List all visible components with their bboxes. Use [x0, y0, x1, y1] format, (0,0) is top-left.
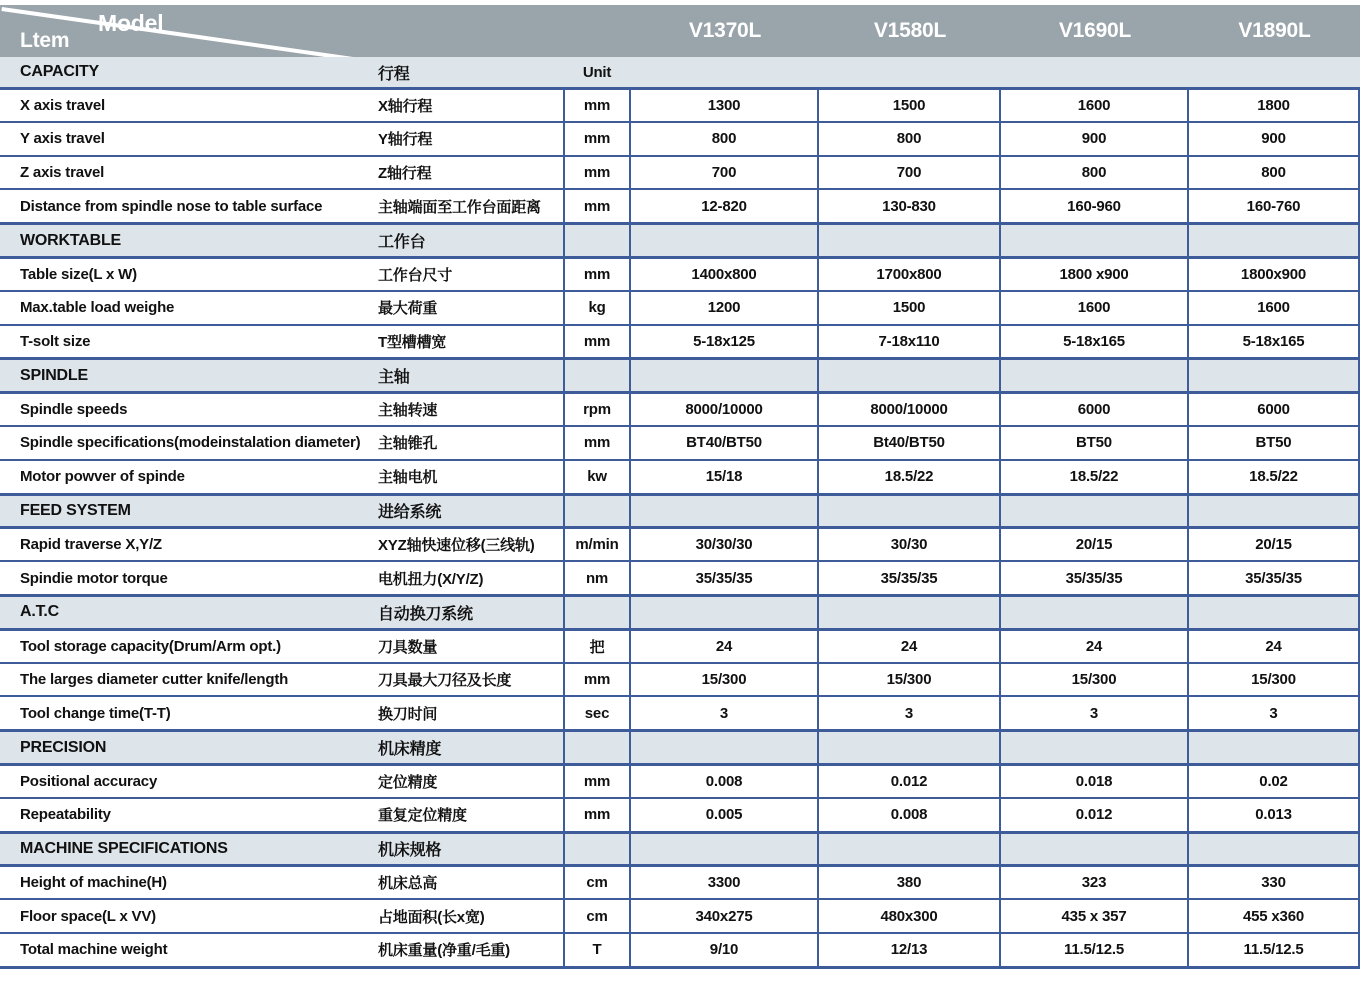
value-cell: 5-18x165	[1189, 326, 1360, 358]
spec-item-cn: 主轴转速	[378, 402, 438, 420]
value-cell: 3	[1189, 697, 1360, 729]
spec-item-en: Max.table load weighe	[20, 299, 175, 317]
header-item-label: Ltem	[20, 29, 70, 52]
spec-item-cell	[0, 326, 563, 358]
value-cell: 800	[1001, 157, 1189, 189]
spec-row	[0, 324, 1360, 358]
section-title-en: A.T.C	[20, 603, 60, 621]
spec-table	[0, 5, 1360, 969]
section-empty-cell	[819, 57, 1001, 87]
spec-item-en: The larges diameter cutter knife/length	[20, 670, 289, 688]
spec-item-cn: 电机扭力(X/Y/Z)	[378, 570, 484, 588]
unit-cell: mm	[563, 427, 631, 459]
unit-cell: kg	[563, 292, 631, 324]
spec-item-cell	[0, 631, 563, 662]
unit-cell: mm	[563, 123, 631, 155]
value-cell: 700	[631, 157, 819, 189]
value-cell: 5-18x125	[631, 326, 819, 358]
section-empty-cell	[631, 360, 819, 391]
unit-cell: mm	[563, 766, 631, 797]
spec-item-en: X axis travel	[20, 96, 105, 114]
section-title-en: PRECISION	[20, 738, 107, 756]
spec-item-cn: 刀具数量	[378, 638, 438, 656]
section-empty-cell	[1189, 57, 1360, 87]
value-cell: 18.5/22	[1189, 461, 1360, 493]
value-cell: 20/15	[1001, 529, 1189, 560]
spec-item-en: Tool storage capacity(Drum/Arm opt.)	[20, 637, 281, 655]
value-cell: 0.018	[1001, 766, 1189, 797]
value-cell: 20/15	[1189, 529, 1360, 560]
value-cell: 480x300	[819, 900, 1001, 932]
model-column-header: V1580L	[873, 19, 947, 42]
spec-item-cn: 占地面积(长x宽)	[378, 908, 485, 926]
unit-cell: m/min	[563, 529, 631, 560]
value-cell: 800	[631, 123, 819, 155]
unit-cell: 把	[563, 631, 631, 662]
value-cell: 30/30	[819, 529, 1001, 560]
value-cell: 35/35/35	[819, 562, 1001, 594]
spec-row	[0, 121, 1360, 155]
model-column-header: V1890L	[1238, 19, 1311, 42]
spec-row	[0, 459, 1360, 493]
value-cell: 1500	[819, 90, 1001, 121]
value-cell: 8000/10000	[631, 394, 819, 425]
value-cell: 35/35/35	[1001, 562, 1189, 594]
value-cell: 0.013	[1189, 799, 1360, 831]
section-empty-cell	[1001, 360, 1189, 391]
spec-item-cell	[0, 123, 563, 155]
section-title-en: SPINDLE	[20, 366, 88, 384]
value-cell: 11.5/12.5	[1001, 934, 1189, 966]
spec-item-cell	[0, 292, 563, 324]
unit-header-cell	[563, 597, 631, 628]
value-cell: 8000/10000	[819, 394, 1001, 425]
value-cell: 15/18	[631, 461, 819, 493]
value-cell: 700	[819, 157, 1001, 189]
section-title-en: CAPACITY	[20, 63, 99, 80]
spec-item-cn: X轴行程	[378, 97, 433, 115]
unit-cell: mm	[563, 799, 631, 831]
value-cell: 1500	[819, 292, 1001, 324]
spec-row	[0, 290, 1360, 324]
unit-cell: mm	[563, 90, 631, 121]
section-empty-cell	[631, 597, 819, 628]
spec-row	[0, 763, 1360, 797]
unit-cell: mm	[563, 157, 631, 189]
spec-item-en: Spindle speeds	[20, 401, 128, 419]
section-row	[0, 493, 1360, 527]
value-cell: 11.5/12.5	[1189, 934, 1360, 966]
value-cell: 0.02	[1189, 766, 1360, 797]
spec-item-en: Spindle specifications(modeinstalation diameter)	[20, 434, 361, 452]
spec-item-en: Tool change time(T-T)	[20, 704, 171, 722]
spec-item-cn: 主轴端面至工作台面距离	[378, 198, 541, 216]
spec-row	[0, 628, 1360, 662]
spec-item-cn: 刀具最大刀径及长度	[378, 671, 512, 689]
section-empty-cell	[819, 834, 1001, 865]
value-cell: 1600	[1001, 292, 1189, 324]
spec-item-cell	[0, 697, 563, 729]
section-empty-cell	[819, 225, 1001, 256]
spec-item-cn: 工作台尺寸	[378, 266, 453, 284]
value-cell: 455 x360	[1189, 900, 1360, 932]
section-title-cell	[0, 496, 563, 527]
value-cell: 0.012	[1001, 799, 1189, 831]
spec-item-cell	[0, 461, 563, 493]
value-cell: 24	[1001, 631, 1189, 662]
section-row	[0, 57, 1360, 87]
value-cell: 1600	[1001, 90, 1189, 121]
value-cell: BT50	[1189, 427, 1360, 459]
value-cell: 900	[1001, 123, 1189, 155]
section-row	[0, 594, 1360, 628]
value-cell: 9/10	[631, 934, 819, 966]
section-empty-cell	[1189, 834, 1360, 865]
value-cell: 6000	[1189, 394, 1360, 425]
section-empty-cell	[1001, 834, 1189, 865]
spec-item-en: Z axis travel	[20, 163, 105, 181]
section-title-cell	[0, 360, 563, 391]
value-cell: 1600	[1189, 292, 1360, 324]
section-empty-cell	[631, 57, 819, 87]
value-cell: 12/13	[819, 934, 1001, 966]
spec-row	[0, 797, 1360, 831]
section-title-cell	[0, 57, 563, 87]
section-empty-cell	[1189, 496, 1360, 527]
unit-cell: nm	[563, 562, 631, 594]
section-title-cell	[0, 732, 563, 763]
section-title-cn: 主轴	[378, 369, 410, 387]
section-empty-cell	[1189, 732, 1360, 763]
value-cell: 1400x800	[631, 259, 819, 290]
value-cell: 30/30/30	[631, 529, 819, 560]
value-cell: 3300	[631, 867, 819, 898]
section-empty-cell	[631, 834, 819, 865]
spec-row	[0, 560, 1360, 594]
spec-item-cell	[0, 562, 563, 594]
value-cell: 1200	[631, 292, 819, 324]
section-row	[0, 222, 1360, 256]
spec-item-en: Distance from spindle nose to table surface	[20, 197, 323, 215]
unit-header-cell	[563, 496, 631, 527]
value-cell: 18.5/22	[1001, 461, 1189, 493]
section-empty-cell	[1189, 360, 1360, 391]
spec-row	[0, 155, 1360, 189]
section-empty-cell	[1001, 57, 1189, 87]
value-cell: 12-820	[631, 190, 819, 222]
value-cell: 35/35/35	[631, 562, 819, 594]
unit-cell: T	[563, 934, 631, 966]
value-cell: 6000	[1001, 394, 1189, 425]
spec-item-cell	[0, 529, 563, 560]
spec-item-en: Y axis travel	[20, 130, 105, 148]
value-cell: 160-960	[1001, 190, 1189, 222]
header-model-label: Model	[98, 10, 164, 36]
spec-item-en: Motor powver of spinde	[20, 468, 185, 486]
section-title-cn: 机床规格	[378, 842, 442, 860]
spec-row	[0, 391, 1360, 425]
spec-item-cn: 机床总高	[378, 875, 438, 893]
unit-header-cell: Unit	[582, 63, 612, 81]
section-title-cell	[0, 834, 563, 865]
value-cell: 15/300	[819, 664, 1001, 696]
section-empty-cell	[819, 496, 1001, 527]
spec-item-cn: 最大荷重	[378, 300, 438, 318]
spec-item-cell	[0, 799, 563, 831]
value-cell: 130-830	[819, 190, 1001, 222]
value-cell: 3	[819, 697, 1001, 729]
spec-row	[0, 256, 1360, 290]
unit-cell: sec	[563, 697, 631, 729]
section-title-en: WORKTABLE	[20, 231, 121, 249]
section-title-en: FEED SYSTEM	[20, 501, 131, 519]
section-row	[0, 357, 1360, 391]
value-cell: 24	[819, 631, 1001, 662]
spec-row	[0, 526, 1360, 560]
value-cell: 0.008	[819, 799, 1001, 831]
value-cell: 323	[1001, 867, 1189, 898]
section-title-cn: 进给系统	[378, 504, 442, 522]
value-cell: 3	[631, 697, 819, 729]
value-cell: 1800	[1189, 90, 1360, 121]
spec-item-cell	[0, 90, 563, 121]
section-title-cn: 自动换刀系统	[378, 605, 473, 623]
spec-row	[0, 898, 1360, 932]
model-column-header: V1690L	[1058, 19, 1132, 42]
value-cell: 18.5/22	[819, 461, 1001, 493]
value-cell: 0.005	[631, 799, 819, 831]
unit-cell: cm	[563, 900, 631, 932]
value-cell: 15/300	[1001, 664, 1189, 696]
unit-cell: mm	[563, 664, 631, 696]
section-empty-cell	[1001, 597, 1189, 628]
spec-item-en: Height of machine(H)	[20, 874, 167, 892]
unit-header-cell	[563, 834, 631, 865]
value-cell: 340x275	[631, 900, 819, 932]
spec-row	[0, 87, 1360, 121]
section-empty-cell	[819, 360, 1001, 391]
spec-item-cell	[0, 394, 563, 425]
value-cell: 435 x 357	[1001, 900, 1189, 932]
section-title-cn: 工作台	[378, 234, 426, 252]
value-cell: 1800 x900	[1001, 259, 1189, 290]
spec-item-en: Positional accuracy	[20, 772, 158, 790]
spec-item-cn: XYZ轴快速位移(三线轨)	[378, 537, 535, 555]
value-cell: Bt40/BT50	[819, 427, 1001, 459]
spec-item-cell	[0, 934, 563, 966]
value-cell: 35/35/35	[1189, 562, 1360, 594]
unit-cell: rpm	[563, 394, 631, 425]
spec-item-cn: Y轴行程	[378, 131, 433, 149]
value-cell: 15/300	[631, 664, 819, 696]
spec-item-cell	[0, 867, 563, 898]
section-empty-cell	[1001, 732, 1189, 763]
value-cell: 900	[1189, 123, 1360, 155]
value-cell: 24	[1189, 631, 1360, 662]
section-title-cn: 机床精度	[378, 741, 442, 759]
header-corner-cell	[0, 5, 631, 57]
spec-item-cell	[0, 190, 563, 222]
spec-item-en: Total machine weight	[20, 941, 168, 959]
section-row	[0, 729, 1360, 763]
model-column-header: V1370L	[688, 19, 762, 42]
section-title-en: MACHINE SPECIFICATIONS	[20, 839, 228, 857]
spec-item-cn: 主轴锥孔	[378, 435, 438, 453]
value-cell: 1700x800	[819, 259, 1001, 290]
spec-item-cn: 主轴电机	[378, 469, 438, 487]
spec-item-cn: 机床重量(净重/毛重)	[378, 942, 510, 960]
unit-cell: mm	[563, 259, 631, 290]
unit-cell: mm	[563, 190, 631, 222]
section-title-cell	[0, 597, 563, 628]
value-cell: 800	[1189, 157, 1360, 189]
spec-row	[0, 662, 1360, 696]
unit-header-cell	[563, 732, 631, 763]
unit-cell: kw	[563, 461, 631, 493]
spec-item-cell	[0, 766, 563, 797]
spec-item-cn: T型槽槽宽	[378, 333, 447, 351]
section-row	[0, 831, 1360, 865]
value-cell: 800	[819, 123, 1001, 155]
value-cell: 0.008	[631, 766, 819, 797]
table-header	[0, 5, 1360, 57]
value-cell: 24	[631, 631, 819, 662]
spec-item-cell	[0, 427, 563, 459]
spec-item-cell	[0, 900, 563, 932]
section-empty-cell	[631, 225, 819, 256]
section-empty-cell	[819, 597, 1001, 628]
value-cell: BT40/BT50	[631, 427, 819, 459]
value-cell: 0.012	[819, 766, 1001, 797]
value-cell: BT50	[1001, 427, 1189, 459]
value-cell: 15/300	[1189, 664, 1360, 696]
spec-item-en: T-solt size	[20, 332, 91, 350]
section-empty-cell	[1189, 225, 1360, 256]
spec-item-cn: 重复定位精度	[378, 807, 467, 825]
unit-cell: cm	[563, 867, 631, 898]
spec-item-cn: 换刀时间	[378, 705, 438, 723]
section-empty-cell	[1001, 496, 1189, 527]
spec-item-cn: Z轴行程	[378, 164, 432, 182]
section-empty-cell	[1189, 597, 1360, 628]
section-title-cn: 行程	[378, 65, 410, 83]
section-empty-cell	[819, 732, 1001, 763]
value-cell: 7-18x110	[819, 326, 1001, 358]
spec-item-en: Rapid traverse X,Y/Z	[20, 536, 162, 554]
spec-row	[0, 188, 1360, 222]
spec-item-cell	[0, 259, 563, 290]
spec-item-cn: 定位精度	[378, 773, 438, 791]
value-cell: 160-760	[1189, 190, 1360, 222]
unit-cell: mm	[563, 326, 631, 358]
value-cell: 1300	[631, 90, 819, 121]
spec-row	[0, 864, 1360, 898]
spec-item-en: Repeatability	[20, 806, 111, 824]
spec-item-cell	[0, 157, 563, 189]
spec-item-en: Spindie motor torque	[20, 569, 168, 587]
spec-row	[0, 932, 1360, 966]
unit-header-cell	[563, 360, 631, 391]
spec-row	[0, 695, 1360, 729]
section-empty-cell	[631, 732, 819, 763]
value-cell: 380	[819, 867, 1001, 898]
spec-item-cell	[0, 664, 563, 696]
section-title-cell	[0, 225, 563, 256]
table-body	[0, 57, 1360, 969]
spec-item-en: Floor space(L x VV)	[20, 907, 156, 925]
value-cell: 5-18x165	[1001, 326, 1189, 358]
unit-header-cell	[563, 225, 631, 256]
spec-item-en: Table size(L x W)	[20, 265, 137, 283]
section-empty-cell	[631, 496, 819, 527]
value-cell: 3	[1001, 697, 1189, 729]
spec-row	[0, 425, 1360, 459]
section-empty-cell	[1001, 225, 1189, 256]
value-cell: 330	[1189, 867, 1360, 898]
value-cell: 1800x900	[1189, 259, 1360, 290]
